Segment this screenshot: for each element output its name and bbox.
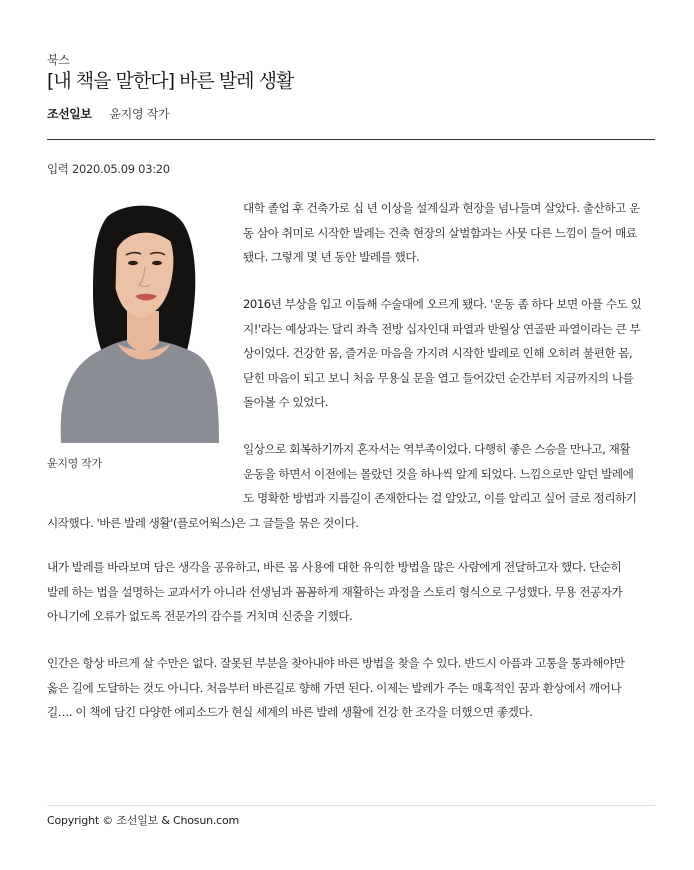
byline (47, 105, 169, 122)
paragraph-line: 발레 하는 법을 설명하는 교과서가 아니라 선생님과 꼼꼼하게 재활하는 과정을 스토리 형식으로 구성했다. 무용 전공자가 (47, 584, 623, 599)
author-photo (47, 193, 225, 443)
author-portrait-image (47, 193, 225, 443)
paragraph-line: 2016년 부상을 입고 이듬해 수술대에 오르게 됐다. '운동 좀 하다 보면 아플 수도 있 (243, 297, 642, 311)
photo-caption: 윤지영 작가 (47, 457, 102, 470)
article-title: [내 책을 말한다] 바른 발레 생활 (47, 70, 294, 92)
article-paragraph-2 (243, 292, 641, 415)
copyright-notice: Copyright © 조선일보 & Chosun.com (47, 814, 240, 827)
paragraph-line: 시작했다. '바른 발레 생활'(플로어웍스)은 그 글들을 묶은 것이다. (47, 515, 359, 530)
header-divider (47, 139, 655, 140)
footer-divider (47, 805, 655, 806)
paragraph-line: 지!'라는 예상과는 달리 좌측 전방 십자인대 파열과 반월상 연골판 파열이라는 큰 부 (243, 321, 641, 336)
paragraph-line: 아니기에 오류가 없도록 전문가의 감수를 거치며 신중을 기했다. (47, 609, 353, 624)
paragraph-line: 됐다. 그렇게 몇 년 동안 발레를 했다. (243, 250, 420, 265)
paragraph-line: 동 삼아 취미로 시작한 발레는 건축 현장의 살벌함과는 사뭇 다른 느낌이 들어 매료 (243, 225, 637, 240)
paragraph-line: 대학 졸업 후 건축가로 십 년 이상을 설계실과 현장을 넘나들며 살았다. 출산하고 운 (243, 201, 640, 215)
publish-date: 입력 2020.05.09 03:20 (47, 162, 170, 176)
paragraph-line: 도 명확한 방법과 지름길이 존재한다는 걸 알았고, 이를 알리고 싶어 글로 정리하기 (243, 491, 637, 506)
paragraph-line: 인간은 항상 바르게 살 수만은 없다. 잘못된 부분을 찾아내야 바른 방법을 찾을 수 있다. 반드시 아픔과 고통을 통과해야만 (47, 656, 625, 670)
article-paragraph-5 (47, 651, 624, 725)
paragraph-line: 옳은 길에 도달하는 것도 아니다. 처음부터 바른길로 향해 가면 된다. 이제는 발레가 주는 매혹적인 꿈과 환상에서 깨어나 (47, 680, 622, 695)
article-paragraph-4 (47, 555, 622, 629)
paragraph-line: 일상으로 회복하기까지 혼자서는 역부족이었다. 다행히 좋은 스승을 만나고, 재활 (243, 442, 631, 456)
paragraph-line: 운동을 하면서 이전에는 몰랐던 것을 하나씩 알게 되었다. 느낌으로만 알던 발레에 (243, 466, 634, 481)
paragraph-line: 길…. 이 책에 담긴 다양한 에피소드가 현실 세계의 바른 발레 생활에 건강 한 조각을 더했으면 좋겠다. (47, 705, 533, 720)
author-name: 윤지영 작가 (109, 107, 170, 121)
press-name[interactable]: 조선일보 (47, 107, 92, 121)
section-label[interactable]: 북스 (47, 53, 70, 67)
paragraph-line: 상이었다. 건강한 몸, 즐거운 마음을 가지려 시작한 발레로 인해 오히려 불편한 몸, (243, 346, 633, 361)
paragraph-line: 내가 발레를 바라보며 담은 생각을 공유하고, 바른 몸 사용에 대한 유익한 방법을 많은 사람에게 전달하고자 했다. 단순히 (47, 560, 622, 574)
paragraph-line: 돌아볼 수 있었다. (243, 395, 328, 410)
paragraph-line: 닫힌 마음이 되고 보니 처음 무용실 문을 열고 들어갔던 순간부터 지금까지의 나를 (243, 370, 634, 385)
article-paragraph-1 (243, 196, 640, 270)
